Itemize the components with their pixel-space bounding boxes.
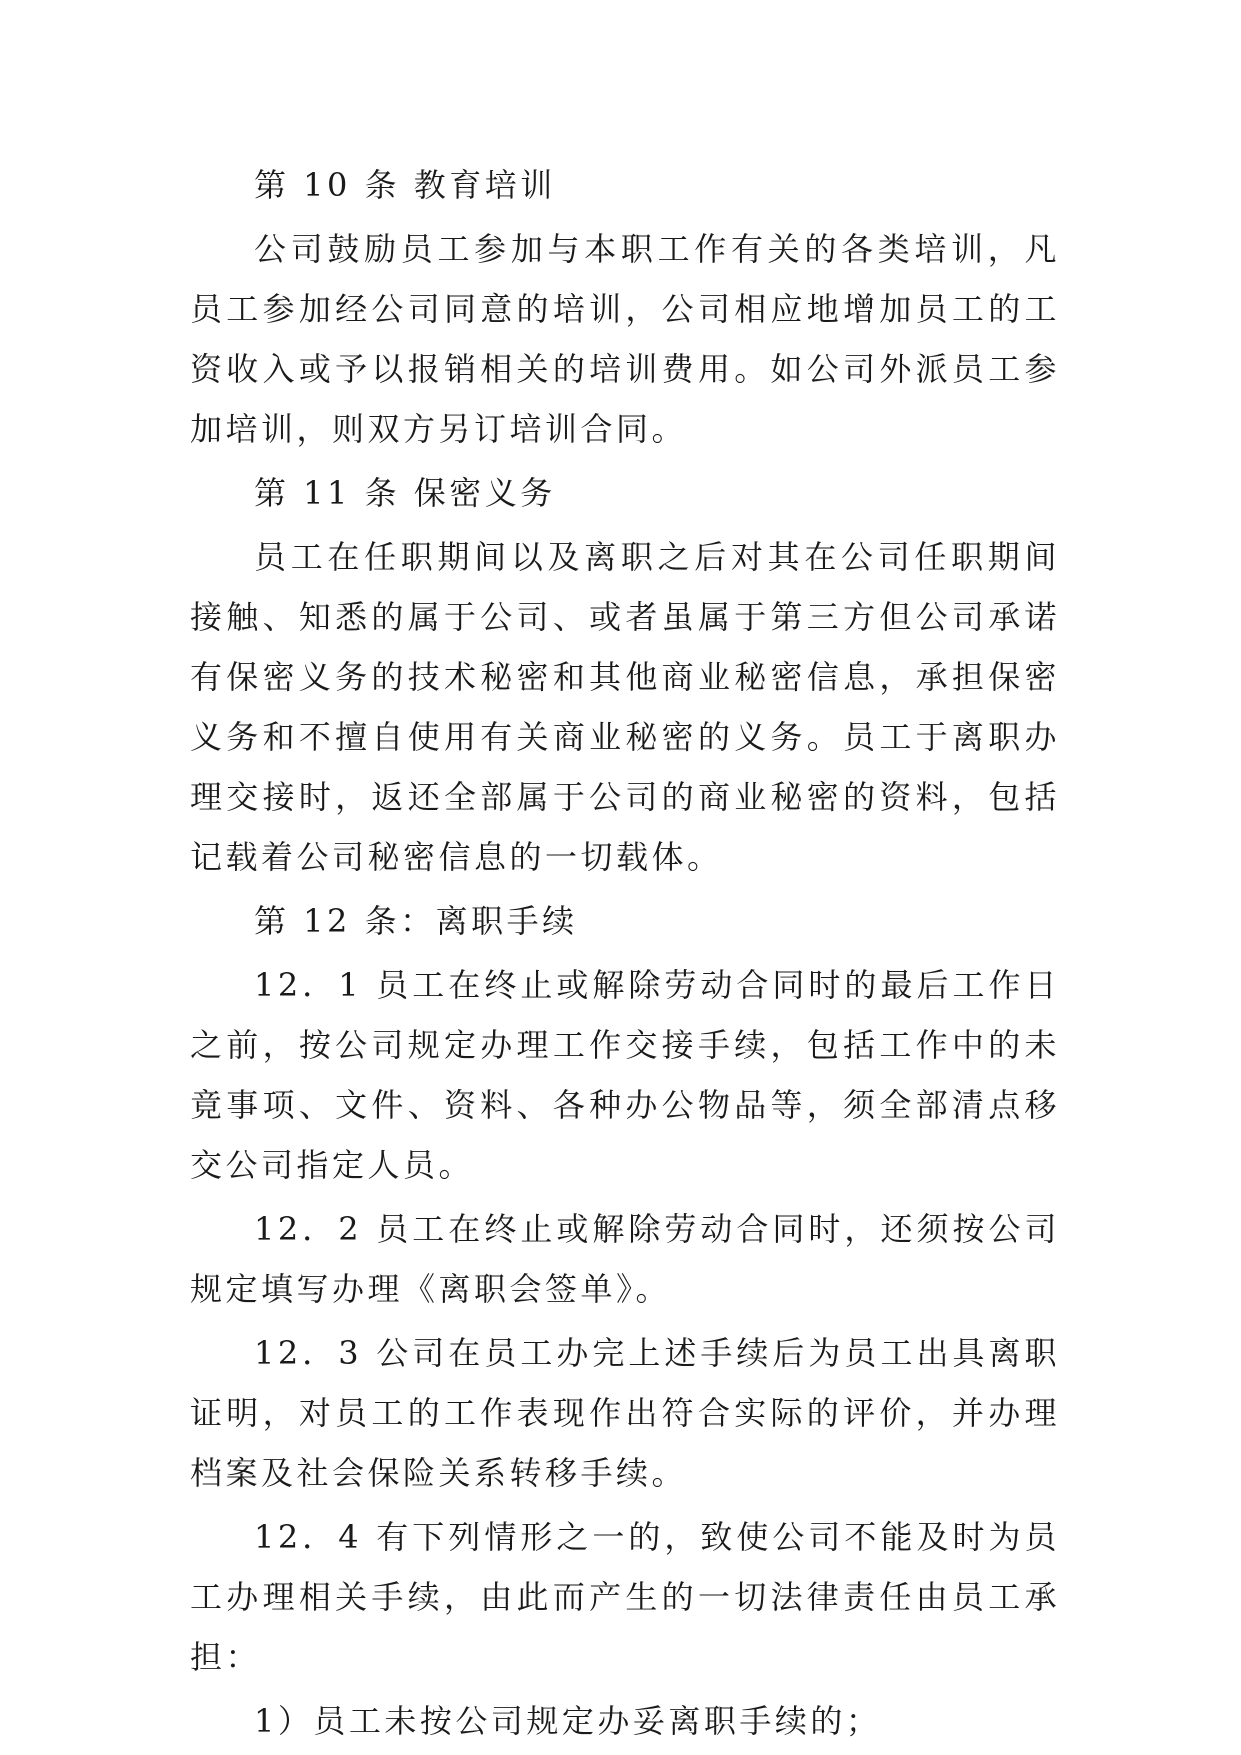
section-heading: 第 10 条 教育培训: [254, 166, 556, 204]
paragraph: 公司鼓励员工参加与本职工作有关的各类培训，凡员工参加经公司同意的培训，公司相应地增加员工的工资收入或予以报销相关的培训费用。如公司外派员工参加培训，则双方另订培训合同。: [190, 230, 1060, 448]
document-page: [190, 155, 1060, 1755]
paragraph: 12．3 公司在员工办完上述手续后为员工出具离职证明，对员工的工作表现作出符合实际的评价，并办理档案及社会保险关系转移手续。: [190, 1334, 1060, 1492]
paragraph: 12．2 员工在终止或解除劳动合同时，还须按公司规定填写办理《离职会签单》。: [190, 1210, 1060, 1308]
paragraph: 12．4 有下列情形之一的，致使公司不能及时为员工办理相关手续，由此而产生的一切法律责任由员工承担：: [190, 1518, 1060, 1676]
section-heading: 第 11 条 保密义务: [254, 474, 556, 512]
paragraph: 12．1 员工在终止或解除劳动合同时的最后工作日之前，按公司规定办理工作交接手续，包括工作中的未竟事项、文件、资料、各种办公物品等，须全部清点移交公司指定人员。: [190, 966, 1060, 1184]
paragraph: 员工在任职期间以及离职之后对其在公司任职期间接触、知悉的属于公司、或者虽属于第三方但公司承诺有保密义务的技术秘密和其他商业秘密信息，承担保密义务和不擅自使用有关商业秘密的义务。员工于离职办理交接时，返还全部属于公司的商业秘密的资料，包括记载着公司秘密信息的一切载体。: [190, 538, 1060, 876]
paragraph: 1）员工未按公司规定办妥离职手续的；: [254, 1702, 882, 1740]
section-heading: 第 12 条：离职手续: [254, 902, 578, 940]
